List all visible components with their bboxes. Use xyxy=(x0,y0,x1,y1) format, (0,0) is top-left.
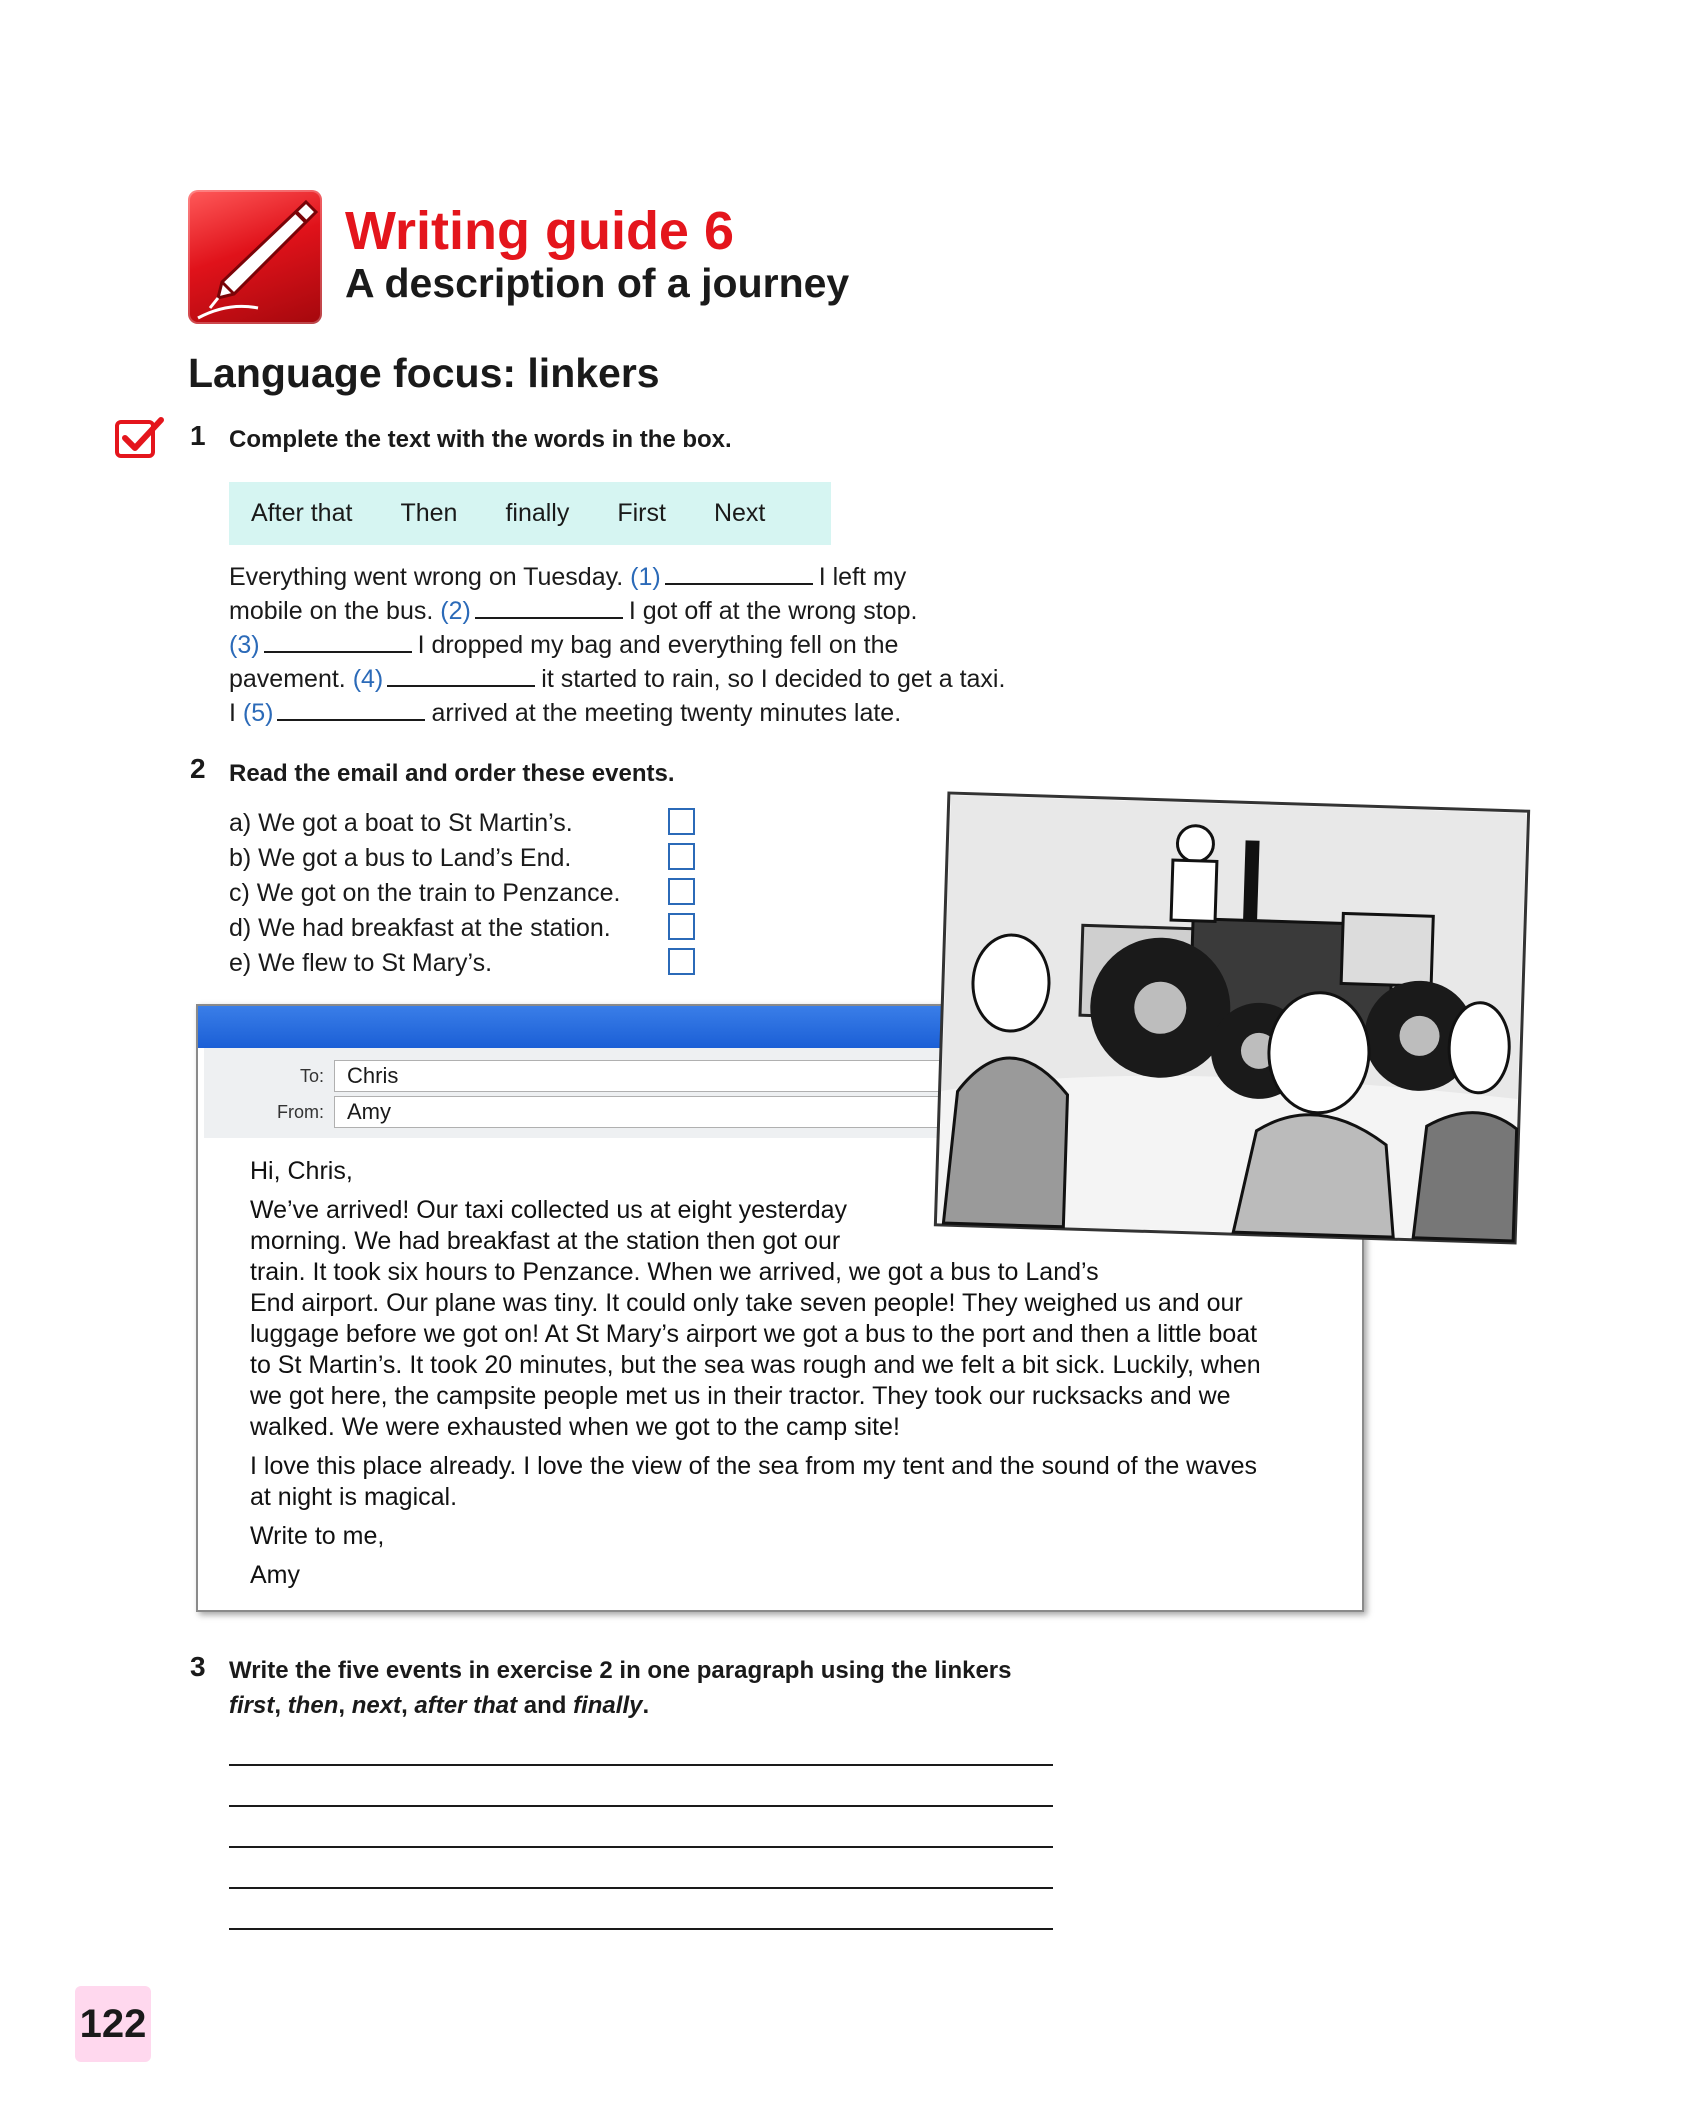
order-checkbox-c[interactable] xyxy=(668,878,695,905)
order-checkbox-e[interactable] xyxy=(668,948,695,975)
order-checkbox-b[interactable] xyxy=(668,843,695,870)
tractor-illustration xyxy=(933,791,1530,1245)
answer-blank-4[interactable] xyxy=(387,665,535,687)
exercise-3-instruction: Write the five events in exercise 2 in one paragraph using the linkers xyxy=(229,1657,1012,1684)
email-greeting: Hi, Chris, xyxy=(250,1157,353,1185)
answer-line[interactable] xyxy=(229,1846,1053,1848)
order-checkbox-d[interactable] xyxy=(668,913,695,940)
gap-text-post: I got off at the wrong stop. xyxy=(628,597,918,625)
gap-text-post: it started to rain, so I decided to get a taxi. xyxy=(541,665,1006,693)
gap-text-pre: pavement. xyxy=(229,665,346,693)
gap-fill-text xyxy=(229,560,1109,730)
answer-blank-2[interactable] xyxy=(475,597,623,619)
exercise-3-number: 3 xyxy=(190,1651,206,1682)
email-signature: Amy xyxy=(250,1561,300,1589)
word-box-item: Next xyxy=(713,499,766,527)
event-item: b) We got a bus to Land’s End. xyxy=(229,844,572,872)
event-item: e) We flew to St Mary’s. xyxy=(229,949,493,977)
gap-text-post: I left my xyxy=(818,563,907,591)
gap-fill-line xyxy=(229,560,1109,594)
from-label: From: xyxy=(277,1102,324,1122)
answer-blank-5[interactable] xyxy=(277,699,425,721)
event-list xyxy=(229,806,620,981)
word-box-item: finally xyxy=(505,499,570,527)
gap-number: (4) xyxy=(352,665,384,693)
gap-number: (1) xyxy=(630,563,661,591)
answer-line[interactable] xyxy=(229,1928,1053,1930)
page-subtitle: A description of a journey xyxy=(345,260,850,306)
order-checkbox-a[interactable] xyxy=(668,808,695,835)
answer-line[interactable] xyxy=(229,1805,1053,1807)
answer-blank-1[interactable] xyxy=(665,563,813,585)
writing-guide-logo xyxy=(188,190,322,324)
gap-fill-line xyxy=(229,696,1109,730)
word-box xyxy=(229,482,831,545)
email-paragraph: I love this place already. I love the view of the sea from my tent and the sound of the waves at night is magical. xyxy=(250,1452,1258,1511)
gap-fill-line xyxy=(229,628,1109,662)
pen-icon xyxy=(188,190,322,324)
to-field[interactable]: Chris xyxy=(334,1060,1344,1092)
page-number: 122 xyxy=(75,1986,151,2062)
word-box-item: Then xyxy=(400,499,458,527)
gap-number: (2) xyxy=(440,597,471,625)
to-label: To: xyxy=(299,1066,324,1086)
gap-text-pre: I xyxy=(229,699,236,727)
answer-line[interactable] xyxy=(229,1764,1053,1766)
word-box-item: First xyxy=(617,499,666,527)
gap-fill-line xyxy=(229,594,1109,628)
event-item: c) We got on the train to Penzance. xyxy=(229,879,621,907)
answer-blank-3[interactable] xyxy=(264,631,412,653)
gap-text-post: arrived at the meeting twenty minutes late. xyxy=(431,699,902,727)
gap-number: (3) xyxy=(229,631,260,659)
exercise-2-instruction: Read the email and order these events. xyxy=(229,760,675,787)
email-paragraph: We’ve arrived! Our taxi collected us at eight yesterday morning. We had breakfast at the station then got our train. It took six hours to Penzance. When we arrived, we got a bus to Land’s End airport. Our plane was tiny. It could only take seven people! They weighed us and our luggage before we got on! At St Mary’s airport we got a bus to the port and then a little boat to St Martin’s. It took 20 minutes, but the sea was rough and we felt a bit sick. Luckily, when we got here, the campsite people met us in their tractor. They took our rucksacks and we walked. We were exhausted when we got to the camp site! xyxy=(250,1196,1261,1441)
gap-text-pre: mobile on the bus. xyxy=(229,597,434,625)
gap-text-post: I dropped my bag and everything fell on the xyxy=(417,631,899,659)
answer-line[interactable] xyxy=(229,1887,1053,1889)
event-item: d) We had breakfast at the station. xyxy=(229,914,611,942)
word-box-item: After that xyxy=(251,499,353,527)
exercise-1-number: 1 xyxy=(190,420,206,451)
from-field[interactable]: Amy xyxy=(334,1096,1344,1128)
event-item: a) We got a boat to St Martin’s. xyxy=(229,809,573,837)
exercise-3-linkers: first, then, next, after that and finally. xyxy=(229,1692,650,1719)
gap-number: (5) xyxy=(242,699,274,727)
checkbox-tick-icon xyxy=(115,416,165,460)
gap-text-pre: Everything went wrong on Tuesday. xyxy=(229,563,624,591)
exercise-1-instruction: Complete the text with the words in the box. xyxy=(229,426,732,453)
page-title: Writing guide 6 xyxy=(345,201,734,261)
exercise-2-number: 2 xyxy=(190,753,206,784)
email-closing: Write to me, xyxy=(250,1522,385,1550)
gap-fill-line xyxy=(229,662,1109,696)
section-heading: Language focus: linkers xyxy=(188,350,660,396)
